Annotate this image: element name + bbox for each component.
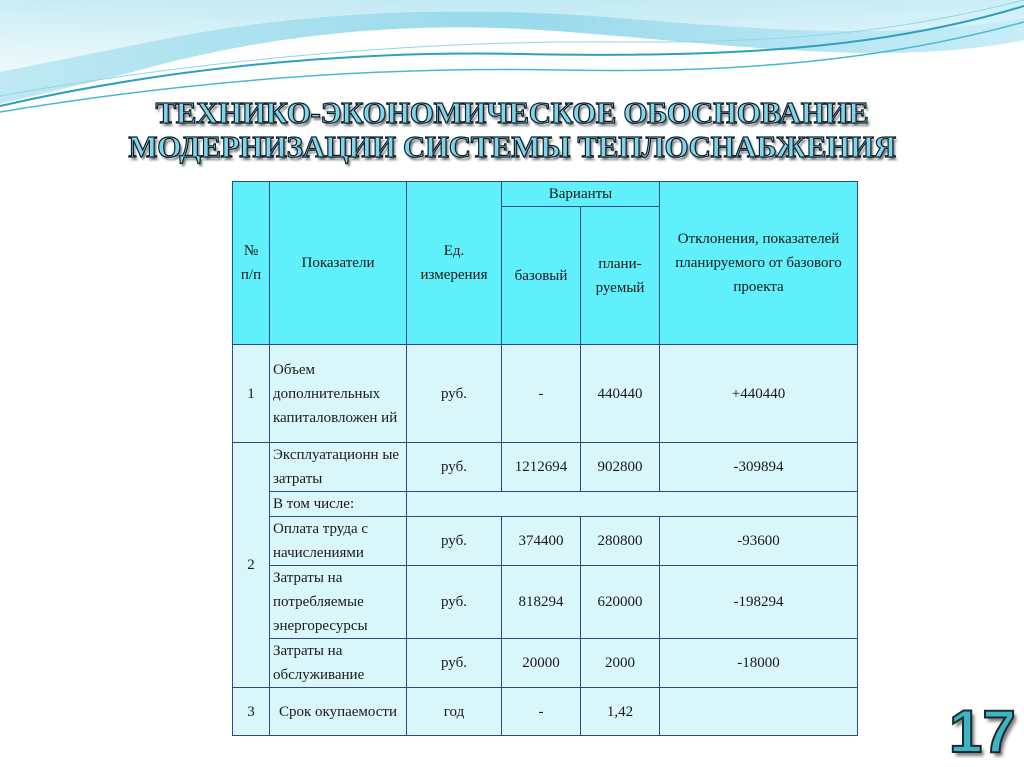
cell-unit: руб. bbox=[407, 345, 502, 443]
cell-num: 1 bbox=[233, 345, 270, 443]
cell-indicator: Объем дополнительных капиталовложен ий bbox=[270, 345, 407, 443]
cell-planned: 280800 bbox=[581, 517, 660, 566]
cell-indicator: Затраты на потребляемые энергоресурсы bbox=[270, 566, 407, 639]
cell-base: 20000 bbox=[502, 639, 581, 688]
table-row bbox=[233, 345, 858, 443]
cell-empty bbox=[407, 492, 858, 517]
table-row bbox=[233, 492, 858, 517]
cell-indicator: Эксплуатационн ые затраты bbox=[270, 443, 407, 492]
table-row bbox=[233, 517, 858, 566]
slide-title-line-1: ТЕХНИКО-ЭКОНОМИЧЕСКОЕ ОБОСНОВАНИЕ bbox=[155, 95, 869, 130]
slide-title bbox=[0, 96, 1024, 164]
cell-base: 818294 bbox=[502, 566, 581, 639]
header-variants: Варианты bbox=[502, 182, 660, 207]
cell-planned: 440440 bbox=[581, 345, 660, 443]
cell-unit: руб. bbox=[407, 566, 502, 639]
slide-title-line-2: МОДЕРНИЗАЦИИ СИСТЕМЫ ТЕПЛОСНАБЖЕНИЯ bbox=[128, 129, 896, 164]
cell-num: 3 bbox=[233, 688, 270, 736]
cell-unit: год bbox=[407, 688, 502, 736]
header-num: № п/п bbox=[233, 182, 270, 345]
cell-deviation: -93600 bbox=[660, 517, 858, 566]
cell-planned: 2000 bbox=[581, 639, 660, 688]
header-base: базовый bbox=[502, 207, 581, 345]
cell-deviation: -18000 bbox=[660, 639, 858, 688]
table-row bbox=[233, 639, 858, 688]
cell-base: - bbox=[502, 688, 581, 736]
table-row bbox=[233, 443, 858, 492]
cell-indicator: Срок окупаемости bbox=[270, 688, 407, 736]
cell-deviation: -198294 bbox=[660, 566, 858, 639]
cell-indicator: Оплата труда с начислениями bbox=[270, 517, 407, 566]
cell-indicator: Затраты на обслуживание bbox=[270, 639, 407, 688]
table-header-row bbox=[233, 182, 858, 207]
cell-num: 2 bbox=[233, 443, 270, 688]
cell-deviation: +440440 bbox=[660, 345, 858, 443]
header-planned: плани-руемый bbox=[581, 207, 660, 345]
cell-indicator: В том числе: bbox=[270, 492, 407, 517]
cell-planned: 620000 bbox=[581, 566, 660, 639]
cell-unit: руб. bbox=[407, 639, 502, 688]
cell-base: 1212694 bbox=[502, 443, 581, 492]
table-row bbox=[233, 688, 858, 736]
cell-base: - bbox=[502, 345, 581, 443]
cell-unit: руб. bbox=[407, 443, 502, 492]
header-unit: Ед. измерения bbox=[407, 182, 502, 345]
cell-planned: 902800 bbox=[581, 443, 660, 492]
cell-base: 374400 bbox=[502, 517, 581, 566]
table-row bbox=[233, 566, 858, 639]
feasibility-table bbox=[232, 181, 858, 736]
cell-deviation bbox=[660, 688, 858, 736]
cell-planned: 1,42 bbox=[581, 688, 660, 736]
header-indicator: Показатели bbox=[270, 182, 407, 345]
page-number: 17 bbox=[949, 698, 1016, 765]
cell-unit: руб. bbox=[407, 517, 502, 566]
header-deviation: Отклонения, показателей планируемого от базового проекта bbox=[660, 182, 858, 345]
cell-deviation: -309894 bbox=[660, 443, 858, 492]
